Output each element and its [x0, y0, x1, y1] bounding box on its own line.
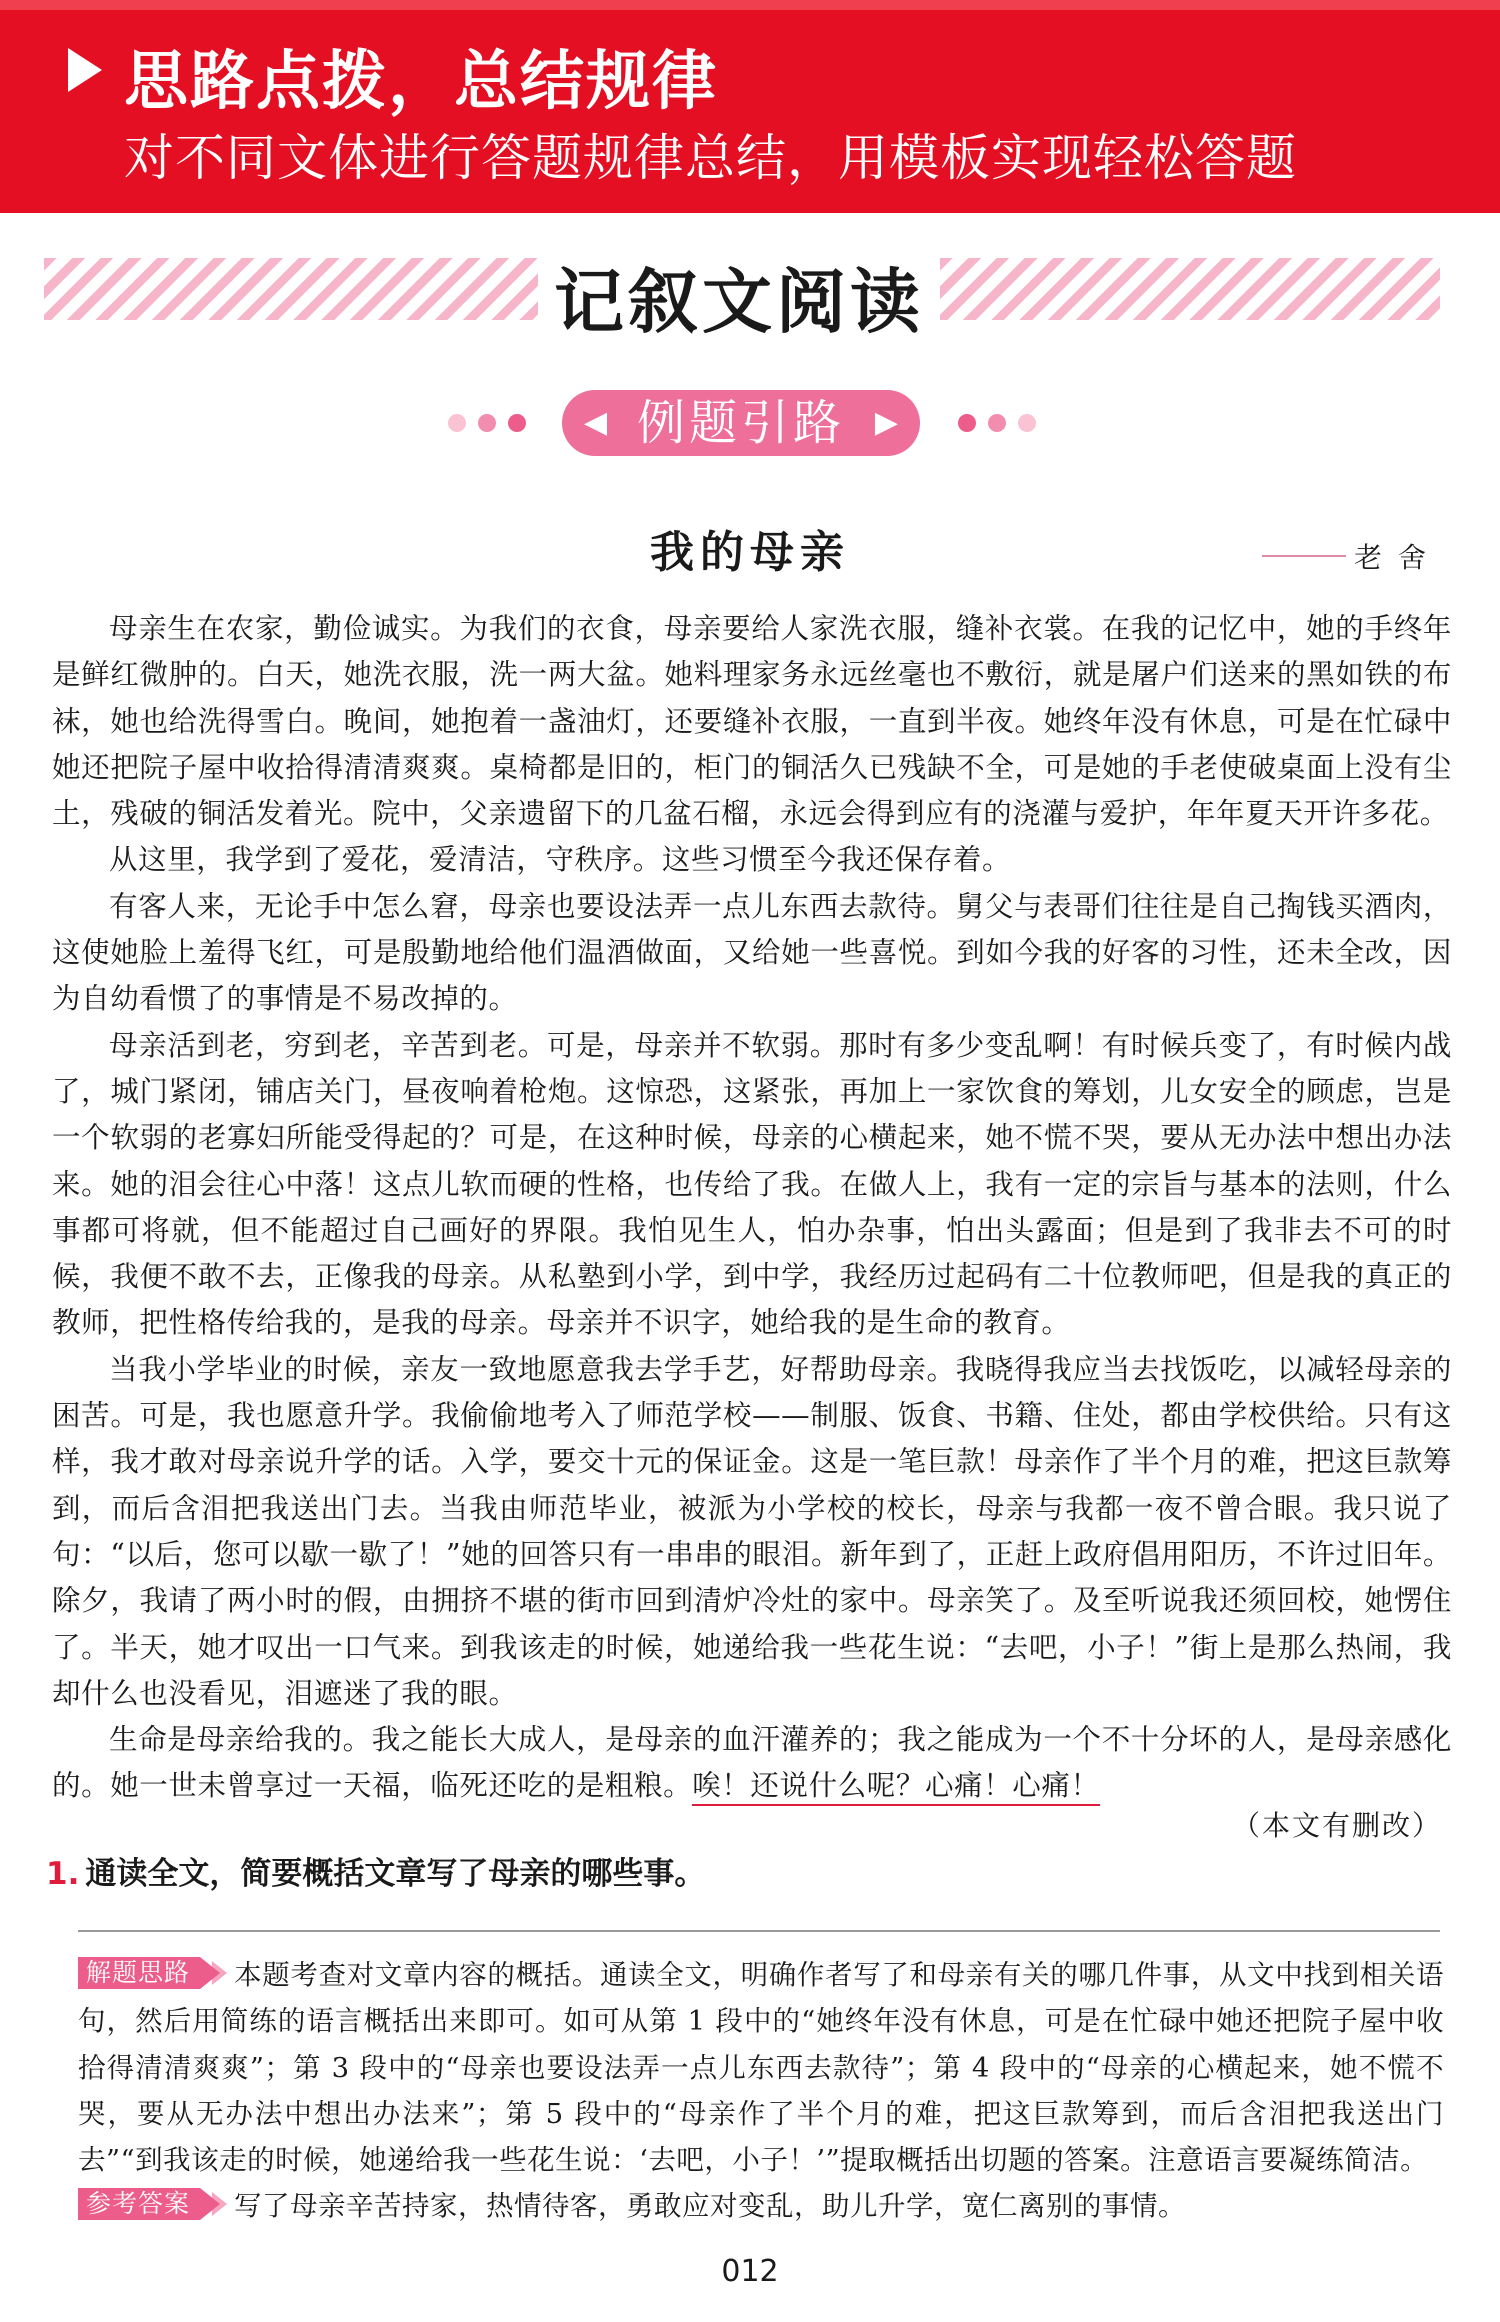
- answer-text: 写了母亲辛苦持家，热情待客，勇敢应对变乱，助儿升学，宽仁离别的事情。: [234, 2190, 1187, 2223]
- question: [46, 1848, 705, 1893]
- source-note: （本文有删改）: [1231, 1809, 1442, 1842]
- answer: [78, 2183, 1444, 2229]
- banner-top-line: [0, 0, 1500, 10]
- divider: [78, 1930, 1440, 1932]
- author-divider: [1262, 555, 1346, 557]
- analysis-text: 本题考查对文章内容的概括。通读全文，明确作者写了和母亲有关的哪几件事，从文中找到相关语句，然后用简练的语言概括出来即可。如可从第 1 段中的“她终年没有休息，可是在忙碌中她还把院子屋中收拾得清清爽爽”；第 3 段中的“母亲也要设法弄一点儿东西去款待”；第 4 段中的“母亲的心横起来，她不慌不哭，要从无办法中想出办法来”；第 5 段中的“母亲作了半个月的难，把这巨款筹到，而后含泪把我送出门去”“到我该走的时候，她递给我一些花生说：‘去吧，小子！’”提取概括出切题的答案。注意语言要凝练简洁。: [78, 1959, 1444, 2177]
- underlined-sentence: 唉！还说什么呢？心痛！心痛！: [692, 1769, 1099, 1806]
- article-body: [52, 606, 1452, 1810]
- arrow-right-icon: ▶: [874, 405, 898, 440]
- decorative-dot: [478, 414, 496, 432]
- decorative-dot: [988, 414, 1006, 432]
- article-title: 我的母亲: [650, 527, 850, 578]
- decorative-dot: [958, 414, 976, 432]
- decorative-dot: [1018, 414, 1036, 432]
- question-number: 1.: [46, 1856, 80, 1892]
- paragraph: 母亲活到老，穷到老，辛苦到老。可是，母亲并不软弱。那时有多少变乱啊！有时候兵变了，有时候内战了，城门紧闭，铺店关门，昼夜响着枪炮。这惊恐，这紧张，再加上一家饮食的筹划，儿女安全的顾虑，岂是一个软弱的老寡妇所能受得起的？可是，在这种时候，母亲的心横起来，她不慌不哭，要从无办法中想出办法来。她的泪会往心中落！这点儿软而硬的性格，也传给了我。在做人上，我有一定的宗旨与基本的法则，什么事都可将就，但不能超过自己画好的界限。我怕见生人，怕办杂事，怕出头露面；但是到了我非去不可的时候，我便不敢不去，正像我的母亲。从私塾到小学，到中学，我经历过起码有二十位教师吧，但是我的真正的教师，把性格传给我的，是我的母亲。母亲并不识字，她给我的是生命的教育。: [52, 1028, 1452, 1340]
- banner-subtitle: 对不同文体进行答题规律总结，用模板实现轻松答题: [124, 129, 1297, 187]
- paragraph: 有客人来，无论手中怎么窘，母亲也要设法弄一点儿东西去款待。舅父与表哥们往往是自己掏钱买酒肉，这使她脸上羞得飞红，可是殷勤地给他们温酒做面，又给她一些喜悦。到如今我的好客的习性，还未全改，因为自幼看惯了的事情是不易改掉的。: [52, 889, 1452, 1016]
- example-pill: [562, 390, 920, 456]
- paragraph: 母亲生在农家，勤俭诚实。为我们的衣食，母亲要给人家洗衣服，缝补衣裳。在我的记忆中，她的手终年是鲜红微肿的。白天，她洗衣服，洗一两大盆。她料理家务永远丝毫也不敷衍，就是屠户们送来的黑如铁的布袜，她也给洗得雪白。晚间，她抱着一盏油灯，还要缝补衣服，一直到半夜。她终年没有休息，可是在忙碌中她还把院子屋中收拾得清清爽爽。桌椅都是旧的，柜门的铜活久已残缺不全，可是她的手老使破桌面上没有尘土，残破的铜活发着光。院中，父亲遗留下的几盆石榴，永远会得到应有的浇灌与爱护，年年夏天开许多花。: [52, 612, 1452, 831]
- paragraph-text: 生命是母亲给我的。我之能长大成人，是母亲的血汗灌养的；我之能成为一个不十分坏的人，是母亲感化的。她一世未曾享过一天福，临死还吃的是粗粮。: [52, 1723, 1452, 1803]
- decorative-dot: [448, 414, 466, 432]
- play-arrow-icon: [68, 48, 102, 92]
- analysis-block: [78, 1952, 1444, 2230]
- arrow-left-icon: ◀: [584, 405, 608, 440]
- banner-title: 思路点拨，总结规律: [124, 45, 718, 119]
- section-title: 记叙文阅读: [554, 261, 924, 343]
- article-author: 老舍: [1354, 541, 1443, 574]
- decorative-dot: [508, 414, 526, 432]
- page-number: 012: [721, 2254, 779, 2289]
- question-text: 通读全文，简要概括文章写了母亲的哪些事。: [85, 1856, 706, 1892]
- paragraph: 当我小学毕业的时候，亲友一致地愿意我去学手艺，好帮助母亲。我晓得我应当去找饭吃，以减轻母亲的困苦。可是，我也愿意升学。我偷偷地考入了师范学校——制服、饭食、书籍、住处，都由学校供给。只有这样，我才敢对母亲说升学的话。入学，要交十元的保证金。这是一笔巨款！母亲作了半个月的难，把这巨款筹到，而后含泪把我送出门去。当我由师范毕业，被派为小学校的校长，母亲与我都一夜不曾合眼。我只说了句：“以后，您可以歇一歇了！”她的回答只有一串串的眼泪。新年到了，正赶上政府倡用阳历，不许过旧年。除夕，我请了两小时的假，由拥挤不堪的街市回到清炉冷灶的家中。母亲笑了。及至听说我还须回校，她愣住了。半天，她才叹出一口气来。到我该走的时候，她递给我一些花生说：“去吧，小子！”街上是那么热闹，我却什么也没看见，泪遮迷了我的眼。: [52, 1352, 1452, 1710]
- answer-tag: 参考答案: [78, 2188, 200, 2220]
- decorative-stripes-left: [44, 258, 538, 320]
- decorative-stripes-right: [940, 258, 1440, 320]
- analysis-tag: 解题思路: [78, 1957, 200, 1989]
- paragraph: [52, 1717, 1452, 1810]
- paragraph: 从这里，我学到了爱花，爱清洁，守秩序。这些习惯至今我还保存着。: [109, 843, 1012, 877]
- analysis: [78, 1952, 1444, 2183]
- header-banner: [0, 0, 1500, 213]
- pill-label: 例题引路: [636, 395, 845, 451]
